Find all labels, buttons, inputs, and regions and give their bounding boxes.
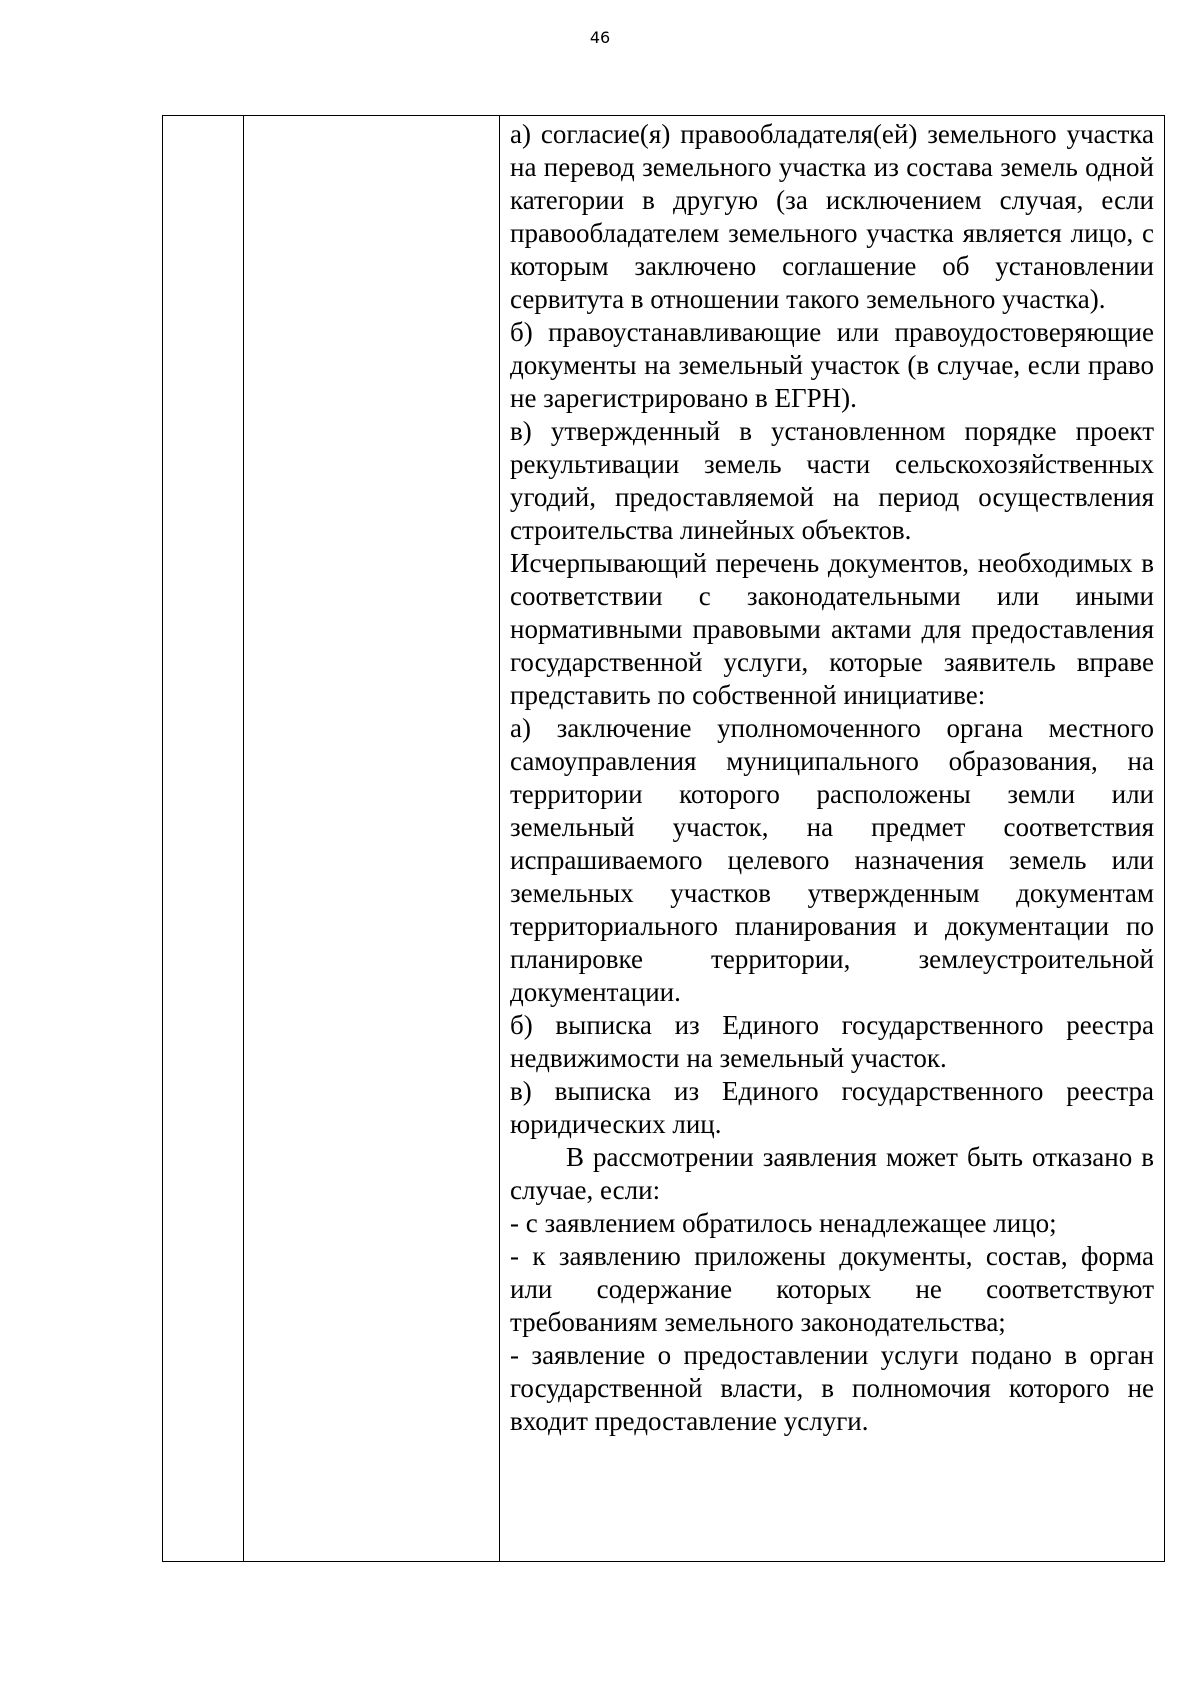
paragraph: - с заявлением обратилось ненадлежащее лицо; <box>510 1208 1057 1238</box>
paragraph: в) выписка из Единого государственного реестра юридических лиц. <box>510 1076 1154 1139</box>
paragraph: б) правоустанавливающие или правоудостоверяющие документы на земельный участок (в случае, если право не зарегистрировано в ЕГРН). <box>510 317 1154 413</box>
paragraph: В рассмотрении заявления может быть отказано в случае, если: <box>510 1142 1154 1205</box>
paragraph: - к заявлению приложены документы, состав, форма или содержание которых не соответствуют требованиям земельного законодательства; <box>510 1241 1154 1337</box>
paragraph: в) утвержденный в установленном порядке проект рекультивации земель части сельскохозяйственных угодий, предоставляемой на период осуществления строительства линейных объектов. <box>510 416 1154 545</box>
paragraph: Исчерпывающий перечень документов, необходимых в соответствии с законодательными или иными нормативными правовыми актами для предоставления государственной услуги, которые заявитель вправе представить по собственной инициативе: <box>510 548 1154 710</box>
document-table <box>162 115 1165 1562</box>
paragraph: а) заключение уполномоченного органа местного самоуправления муниципального образования, на территории которого расположены земли или земельный участок, на предмет соответствия испрашиваемого целевого назначения земель или земельных участков утвержденным документам территориального планирования и документации по планировке территории, землеустроительной документации. <box>510 713 1154 1007</box>
paragraph: - заявление о предоставлении услуги подано в орган государственной власти, в полномочия которого не входит предоставление услуги. <box>510 1340 1154 1436</box>
page-number: 46 <box>589 28 611 47</box>
table-cell-content <box>500 116 1165 1562</box>
paragraph: а) согласие(я) правообладателя(ей) земельного участка на перевод земельного участка из состава земель одной категории в другую (за исключением случая, если правообладателем земельного участка является лицо, с которым заключено соглашение об установлении сервитута в отношении такого земельного участка). <box>510 119 1154 314</box>
table-row <box>163 116 1165 1562</box>
table-cell-number <box>163 116 244 1562</box>
cell-text-block <box>500 116 1164 1438</box>
paragraph: б) выписка из Единого государственного реестра недвижимости на земельный участок. <box>510 1010 1154 1073</box>
table-cell-name <box>244 116 500 1562</box>
